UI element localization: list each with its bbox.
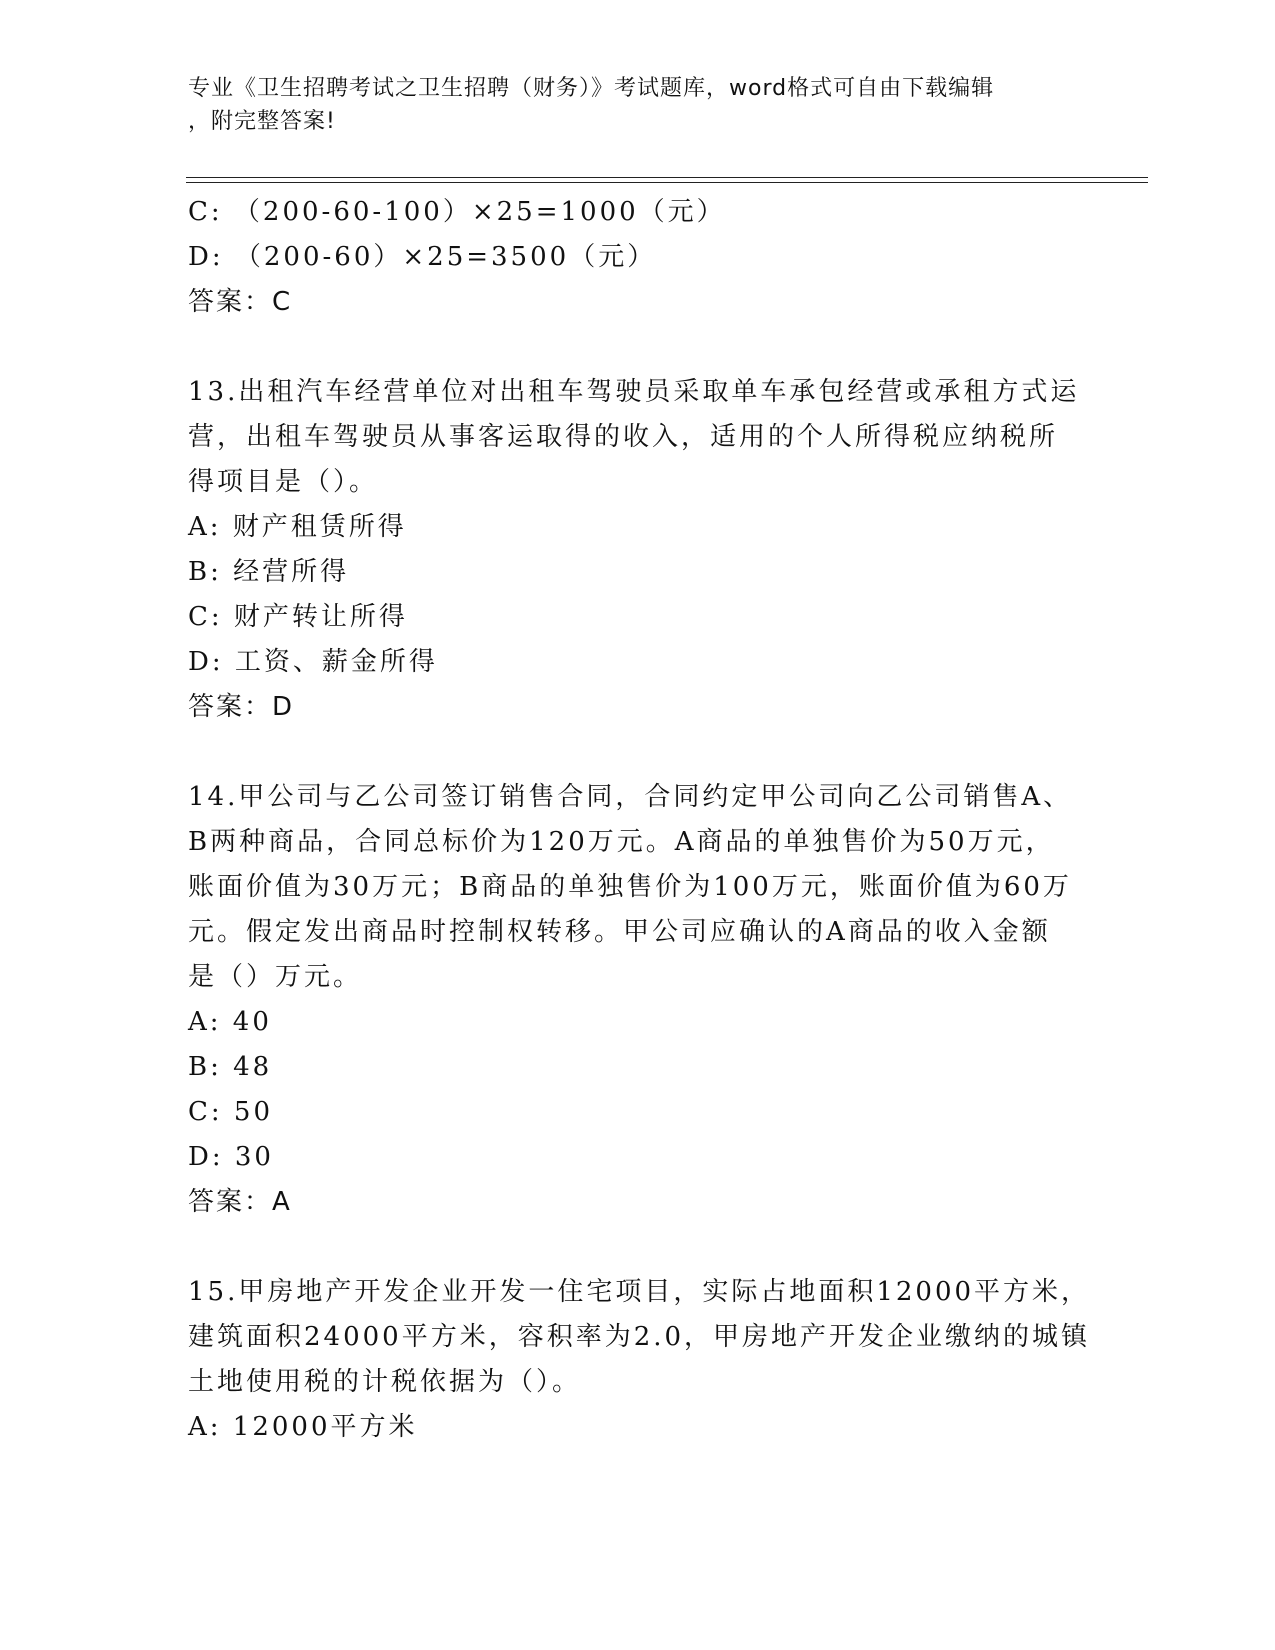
spacer	[188, 325, 1088, 370]
question-14	[188, 775, 1088, 1225]
spacer	[188, 1225, 1088, 1270]
option-c: C: （200-60-100）×25=1000（元）	[188, 197, 726, 227]
question-text-line: 建筑面积24000平方米，容积率为2.0，甲房地产开发企业缴纳的城镇	[188, 1322, 1091, 1352]
answer-line: 答案：A	[188, 1187, 292, 1217]
document-body	[188, 190, 1091, 1450]
option-d: D: （200-60）×25=3500（元）	[188, 242, 657, 272]
option-d: D: 工资、薪金所得	[188, 647, 438, 677]
question-text-line: 土地使用税的计税依据为（）。	[188, 1367, 582, 1397]
option-b: B: 48	[188, 1052, 273, 1082]
question-12	[188, 190, 1088, 325]
header-line-1: 专业《卫生招聘考试之卫生招聘（财务）》考试题库，word格式可自由下载编辑	[188, 76, 995, 101]
question-text-line: 账面价值为30万元；B商品的单独售价为100万元，账面价值为60万	[188, 872, 1072, 902]
spacer	[188, 730, 1088, 775]
question-text-line: 14.甲公司与乙公司签订销售合同，合同约定甲公司向乙公司销售A、	[188, 782, 1073, 812]
header-line-2: ，附完整答案!	[188, 109, 336, 134]
header-rule-bottom	[186, 182, 1148, 183]
question-text-line: 营，出租车驾驶员从事客运取得的收入，适用的个人所得税应纳税所	[188, 422, 1059, 452]
question-13	[188, 370, 1088, 730]
option-a: A: 40	[188, 1007, 272, 1037]
question-15	[188, 1270, 1091, 1450]
question-text-line: 15.甲房地产开发企业开发一住宅项目，实际占地面积12000平方米，	[188, 1277, 1091, 1307]
header-rule-top	[186, 177, 1148, 178]
answer-line: 答案：D	[188, 692, 295, 722]
question-text-line: 13.出租汽车经营单位对出租车驾驶员采取单车承包经营或承租方式运	[188, 377, 1080, 407]
question-text-line: 元。假定发出商品时控制权转移。甲公司应确认的A商品的收入金额	[188, 917, 1051, 947]
question-text-line: 是（）万元。	[188, 962, 363, 992]
answer-line: 答案：C	[188, 287, 293, 317]
page-header	[188, 72, 1068, 138]
option-c: C: 财产转让所得	[188, 602, 408, 632]
option-c: C: 50	[188, 1097, 274, 1127]
option-a: A: 财产租赁所得	[188, 512, 407, 542]
option-b: B: 经营所得	[188, 557, 350, 587]
option-d: D: 30	[188, 1142, 274, 1172]
option-a: A: 12000平方米	[188, 1412, 418, 1442]
question-text-line: B两种商品，合同总标价为120万元。A商品的单独售价为50万元，	[188, 827, 1055, 857]
question-text-line: 得项目是（）。	[188, 467, 379, 497]
